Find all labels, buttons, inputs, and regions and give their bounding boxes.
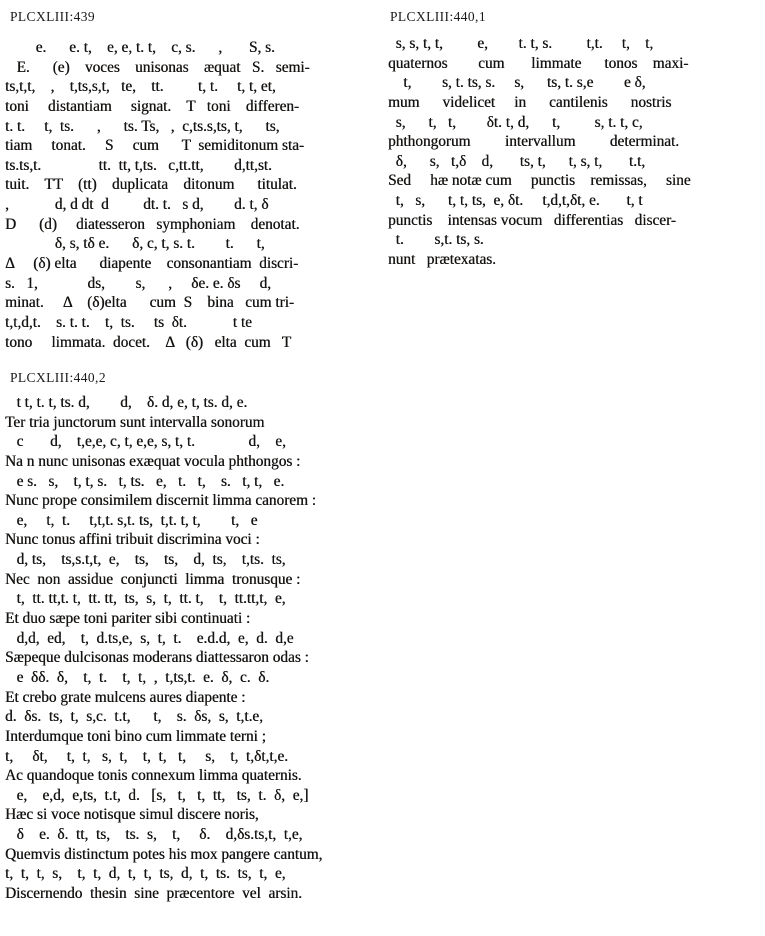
text-line: quaternos cum limmate tonos maxi- — [388, 54, 689, 72]
column-reference-440-1: PLCXLIII:440,1 — [390, 9, 486, 24]
text-line: ts.ts,t. tt. tt, t,ts. c,tt.tt, d,tt,st. — [5, 156, 272, 174]
text-line: s, t, t, δt. t, d, t, s, t. t, c, — [388, 113, 643, 131]
text-line: t, tt. tt,t. t, tt. tt, ts, s, t, tt. t, t, tt.tt,t, e, — [5, 590, 286, 608]
text-line: δ, s, t,δ d, ts, t, t, s, t, t.t, — [388, 152, 646, 170]
text-line: d,d, ed, t, d.ts,e, s, t, t. e.d.d, e, d. d,e — [5, 629, 294, 647]
text-line: e δδ. δ, t, t. t, t, , t,ts,t. e. δ, c. δ. — [5, 668, 270, 686]
text-line: d, ts, ts,s.t,t, e, ts, ts, d, ts, t,ts. ts, — [5, 551, 286, 569]
text-line: δ e. δ. tt, ts, ts. s, t, δ. d,δs.ts,t, t,e, — [5, 826, 303, 844]
text-line: Nunc prope consimilem discernit limma canorem : — [5, 492, 316, 510]
text-line: tono limmata. docet. Δ (δ) elta cum T — [5, 333, 292, 351]
text-line: Discernendo thesin sine præcentore vel arsin. — [5, 885, 302, 903]
text-line: Sed hæ notæ cum punctis remissas, sine — [388, 172, 691, 190]
text-line: t. t. t, ts. , ts. Ts, , c,ts.s,ts, t, ts, — [5, 117, 280, 135]
text-line: e, e,d, e,ts, t.t, d. [s, t, t, tt, ts, t. δ, e,] — [5, 786, 309, 804]
text-line: t. s,t. ts, s. — [388, 231, 484, 249]
text-line: punctis intensas vocum differentias discer- — [388, 211, 676, 229]
text-line: nunt prætexatas. — [388, 251, 496, 269]
text-line: δ, s, tδ e. δ, c, t, s. t. t. t, — [5, 235, 265, 253]
text-line: Nunc tonus affini tribuit discrimina voci : — [5, 531, 260, 549]
text-line: Quemvis distinctum potes his mox pangere cantum, — [5, 845, 323, 863]
text-line: c d, t,e,e, c, t, e,e, s, t, t. d, e, — [5, 433, 286, 451]
text-line: e, t, t. t,t,t. s,t. ts, t,t. t, t, t, e — [5, 511, 258, 529]
text-line: t, s, t. ts, s. s, ts, t. s,e e δ, — [388, 74, 646, 92]
text-line: e. e. t, e, e, t. t, c, s. , S, s. — [5, 39, 275, 56]
text-line: toni distantiam signat. T toni differen- — [5, 97, 300, 115]
text-column-440-1 — [388, 34, 762, 270]
text-line: Ter tria junctorum sunt intervalla sonorum — [5, 413, 265, 431]
text-line: d. δs. ts, t, s,c. t.t, t, s. δs, s, t,t.e, — [5, 708, 263, 726]
text-line: phthongorum intervallum determinat. — [388, 133, 680, 151]
text-line: t, t, t, s, t, t, d, t, t, ts, d, t, ts. ts, t, e, — [5, 865, 286, 883]
text-line: Sæpeque dulcisonas moderans diattessaron odas : — [5, 649, 309, 667]
text-column-440-2 — [5, 393, 445, 904]
text-line: t, δt, t, t, s, t, t, t, t, s, t, t,δt,t,e. — [5, 747, 288, 765]
text-line: Interdumque toni bino cum limmate terni ; — [5, 727, 266, 745]
text-line: ts,t,t, , t,ts,s,t, te, tt. t, t. t, t, et, — [5, 78, 276, 96]
text-line: t, s, t, t, ts, e, δt. t,d,t,δt, e. t, t — [388, 192, 643, 210]
text-line: e s. s, t, t, s. t, ts. e, t. t, s. t, t, e. — [5, 472, 285, 490]
column-reference-439: PLCXLIII:439 — [10, 9, 96, 24]
text-line: tuit. TT (tt) duplicata ditonum titulat. — [5, 176, 297, 194]
text-line: Et crebo grate mulcens aures diapente : — [5, 688, 246, 706]
text-line: minat. Δ (δ)elta cum S bina cum tri- — [5, 294, 294, 312]
column-reference-440-2: PLCXLIII:440,2 — [10, 370, 106, 385]
text-line: Ac quandoque tonis connexum limma quaternis. — [5, 767, 302, 785]
text-line: tiam tonat. S cum T semiditonum sta- — [5, 137, 304, 155]
text-line: , d, d dt d dt. t. s d, d. t, δ — [5, 196, 269, 214]
text-line: t,t,d,t. s. t. t. t, ts. ts δt. t te — [5, 313, 252, 331]
text-line: D (d) diatesseron symphoniam denotat. — [5, 215, 300, 233]
text-line: mum videlicet in cantilenis nostris — [388, 93, 672, 111]
text-line: Δ (δ) elta diapente consonantiam discri- — [5, 255, 299, 273]
text-line: E. (e) voces unisonas æquat S. semi- — [5, 58, 310, 76]
text-line: Hæc si voce notisque simul discere noris, — [5, 806, 259, 824]
text-line: Nec non assidue conjuncti limma tronusque : — [5, 570, 301, 588]
text-line: Et duo sæpe toni pariter sibi continuati : — [5, 610, 251, 628]
text-line: Na n nunc unisonas exæquat vocula phthongos : — [5, 452, 301, 470]
text-line: s. 1, ds, s, , δe. e. δs d, — [5, 274, 271, 292]
text-line: t t, t. t, ts. d, d, δ. d, e, t, ts. d, e. — [5, 394, 248, 411]
text-line: s, s, t, t, e, t. t, s. t,t. t, t, — [388, 35, 654, 52]
text-column-439 — [5, 38, 377, 352]
